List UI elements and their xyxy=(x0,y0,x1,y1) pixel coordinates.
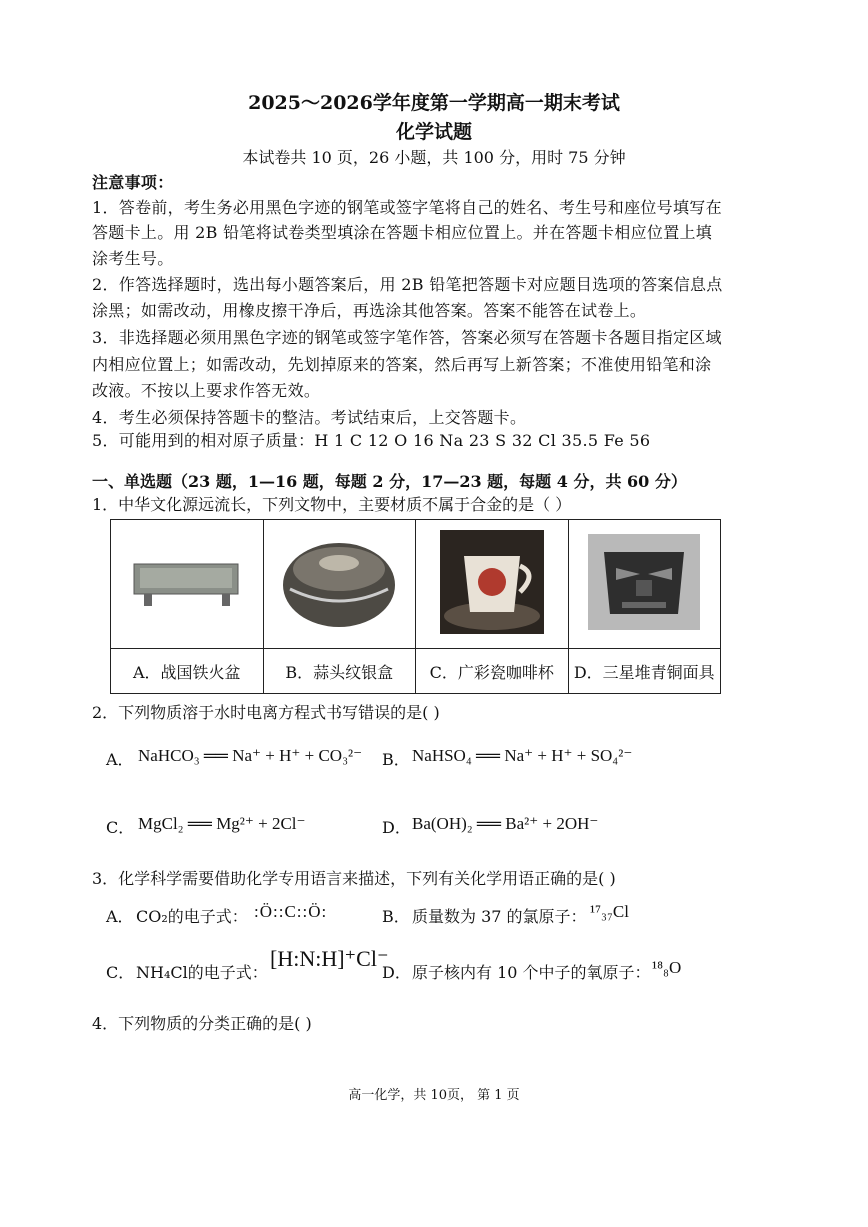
q2-option-a-formula: NaHCO₃ ══ Na⁺ + H⁺ + CO₃²⁻ xyxy=(138,746,363,765)
note-line: 涂黑；如需改动，用橡皮擦干净后，再选涂其他答案。答案不能答在试卷上。 xyxy=(92,301,647,320)
question-1-stem: 1．中华文化源远流长，下列文物中，主要材质不属于合金的是（ ） xyxy=(92,495,572,514)
q1-option-a: A．战国铁火盆 xyxy=(111,649,264,694)
exam-title: 2025～2026学年度第一学期高一期末考试 xyxy=(248,92,620,114)
q1-image-cell-c xyxy=(416,520,569,649)
q2-option-d-label: D． xyxy=(382,818,411,837)
q3-option-b-label: B． xyxy=(382,907,410,926)
notes-heading: 注意事项： xyxy=(92,173,174,192)
silver-box-image xyxy=(280,533,398,631)
question-4-stem: 4．下列物质的分类正确的是( ) xyxy=(92,1014,312,1033)
q3-option-a-text: CO₂的电子式： xyxy=(136,907,248,926)
note-line: 改液。不按以上要求作答无效。 xyxy=(92,381,321,400)
q2-option-c-label: C． xyxy=(106,818,135,837)
note-line: 5．可能用到的相对原子质量：H 1 C 12 O 16 Na 23 S 32 Cl 35.5 Fe 56 xyxy=(92,431,651,450)
q1-options-table xyxy=(110,519,721,694)
note-line: 4．考生必须保持答题卡的整洁。考试结束后，上交答题卡。 xyxy=(92,408,527,427)
note-line: 内相应位置上；如需改动，先划掉原来的答案，然后再写上新答案；不准使用铅笔和涂 xyxy=(92,355,712,374)
note-line: 涂考生号。 xyxy=(92,249,174,268)
q1-image-cell-a xyxy=(111,520,264,649)
q3-option-d-text: 原子核内有 10 个中子的氧原子： xyxy=(412,963,651,982)
q2-option-d-formula: Ba(OH)₂ ══ Ba²⁺ + 2OH⁻ xyxy=(412,814,599,833)
question-3-stem: 3．化学科学需要借助化学专用语言来描述，下列有关化学用语正确的是( ) xyxy=(92,869,616,888)
q2-option-b-label: B． xyxy=(382,750,410,769)
q2-option-b-formula: NaHSO₄ ══ Na⁺ + H⁺ + SO₄²⁻ xyxy=(412,746,633,765)
note-line: 3．非选择题必须用黑色字迹的钢笔或签字笔作答，答案必须写在答题卡各题目指定区域 xyxy=(92,328,722,347)
q3-option-c-text: NH₄Cl的电子式： xyxy=(136,963,268,982)
q3-option-a-label: A． xyxy=(106,907,134,926)
note-line: 答题卡上。用 2B 铅笔将试卷类型填涂在答题卡相应位置上。并在答题卡相应位置上填 xyxy=(92,223,713,242)
q1-image-cell-b xyxy=(263,520,416,649)
q1-option-b: B．蒜头纹银盒 xyxy=(263,649,416,694)
q3-option-b-formula: ¹⁷₃₇Cl xyxy=(590,902,629,921)
q1-option-d: D．三星堆青铜面具 xyxy=(568,649,721,694)
note-line: 1．答卷前，考生务必用黑色字迹的钢笔或签字笔将自己的姓名、考生号和座位号填写在 xyxy=(92,198,722,217)
q2-option-a-label: A． xyxy=(106,750,134,769)
page-footer: 高一化学，共 10页， 第 1 页 xyxy=(348,1088,520,1103)
exam-info: 本试卷共 10 页，26 小题，共 100 分，用时 75 分钟 xyxy=(242,148,626,167)
q3-option-c-formula: [H:N:H]⁺Cl⁻ xyxy=(270,946,389,971)
q3-option-a-formula: :Ö::C::Ö: xyxy=(254,902,328,921)
q3-option-c-label: C． xyxy=(106,963,135,982)
section-heading: 一、单选题（23 题，1—16 题，每题 2 分，17—23 题，每题 4 分，共 60 分） xyxy=(92,472,687,491)
q1-option-c: C．广彩瓷咖啡杯 xyxy=(416,649,569,694)
bronze-mask-image xyxy=(588,534,700,630)
q3-option-b-text: 质量数为 37 的氯原子： xyxy=(412,907,587,926)
q3-option-d-formula: ¹⁸₈O xyxy=(652,958,682,977)
note-line: 2．作答选择题时，选出每小题答案后，用 2B 铅笔把答题卡对应题目选项的答案信息点 xyxy=(92,275,723,294)
q3-option-d-label: D． xyxy=(382,963,411,982)
exam-subtitle: 化学试题 xyxy=(395,121,472,143)
q2-option-c-formula: MgCl₂ ══ Mg²⁺ + 2Cl⁻ xyxy=(138,814,306,833)
porcelain-cup-image xyxy=(440,530,544,634)
iron-brazier-image xyxy=(132,552,242,612)
q1-image-cell-d xyxy=(568,520,721,649)
question-2-stem: 2．下列物质溶于水时电离方程式书写错误的是( ) xyxy=(92,703,440,722)
